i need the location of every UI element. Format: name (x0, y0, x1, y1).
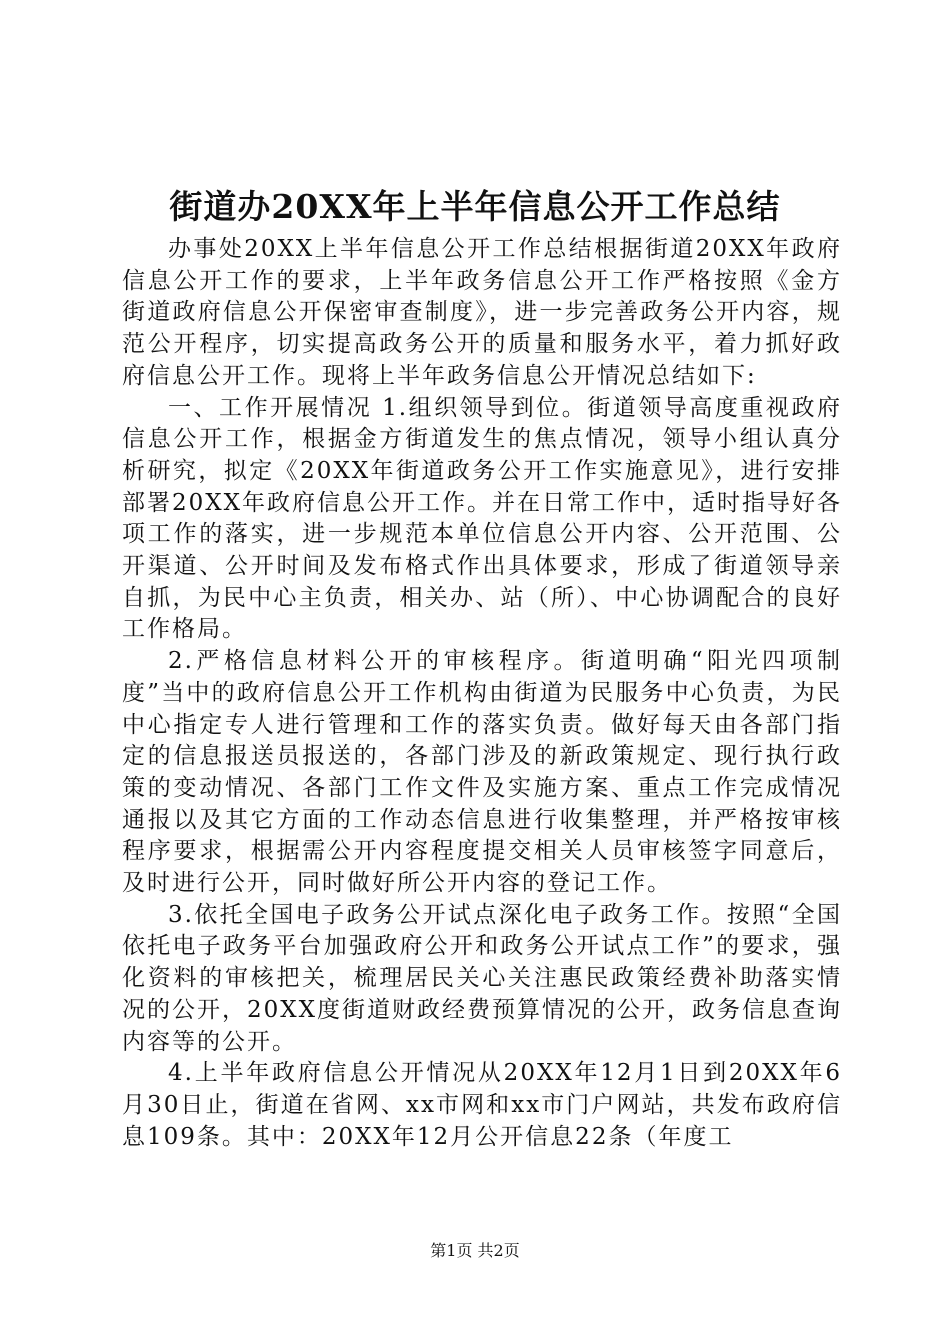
page-footer: 第1页 共2页 (430, 1241, 520, 1260)
paragraph-disclosure-stats: 4.上半年政府信息公开情况从20XX年12月1日到20XX年6月30日止，街道在省网、xx市网和xx市门户网站，共发布政府信息109条。其中：20XX年12月公开信息22条（年度工 (122, 1060, 842, 1150)
document-body (122, 234, 842, 1153)
paragraph-organization: 一、工作开展情况 1.组织领导到位。街道领导高度重视政府信息公开工作，根据金方街道发生的焦点情况，领导小组认真分析研究，拟定《20XX年街道政务公开工作实施意见》，进行安排部署20XX年政府信息公开工作。并在日常工作中，适时指导好各项工作的落实，进一步规范本单位信息公开内容、公开范围、公开渠道、公开时间及发布格式作出具体要求，形成了街道领导亲自抓，为民中心主负责，相关办、站（所）、中心协调配合的良好工作格局。 (122, 394, 843, 643)
paragraph-e-government: 3.依托全国电子政务公开试点深化电子政务工作。按照“全国依托电子政务平台加强政府公开和政务公开试点工作”的要求，强化资料的审核把关，梳理居民关心关注惠民政策经费补助落实情况的公开，20XX度街道财政经费预算情况的公开，政务信息查询内容等的公开。 (122, 901, 843, 1055)
paragraph-intro: 办事处20XX上半年信息公开工作总结根据街道20XX年政府信息公开工作的要求，上半年政务信息公开工作严格按照《金方街道政府信息公开保密审查制度》，进一步完善政务公开内容，规范公开程序，切实提高政务公开的质量和服务水平，着力抓好政府信息公开工作。现将上半年政务信息公开情况总结如下: (122, 236, 842, 389)
document-title: 街道办20XX年上半年信息公开工作总结 (169, 187, 781, 226)
paragraph-review-procedure: 2.严格信息材料公开的审核程序。街道明确“阳光四项制度”当中的政府信息公开工作机构由街道为民服务中心负责，为民中心指定专人进行管理和工作的落实负责。做好每天由各部门指定的信息报送员报送的，各部门涉及的新政策规定、现行执行政策的变动情况、各部门工作文件及实施方案、重点工作完成情况通报以及其它方面的工作动态信息进行收集整理，并严格按审核程序要求，根据需公开内容程度提交相关人员审核签字同意后，及时进行公开，同时做好所公开内容的登记工作。 (122, 648, 842, 897)
